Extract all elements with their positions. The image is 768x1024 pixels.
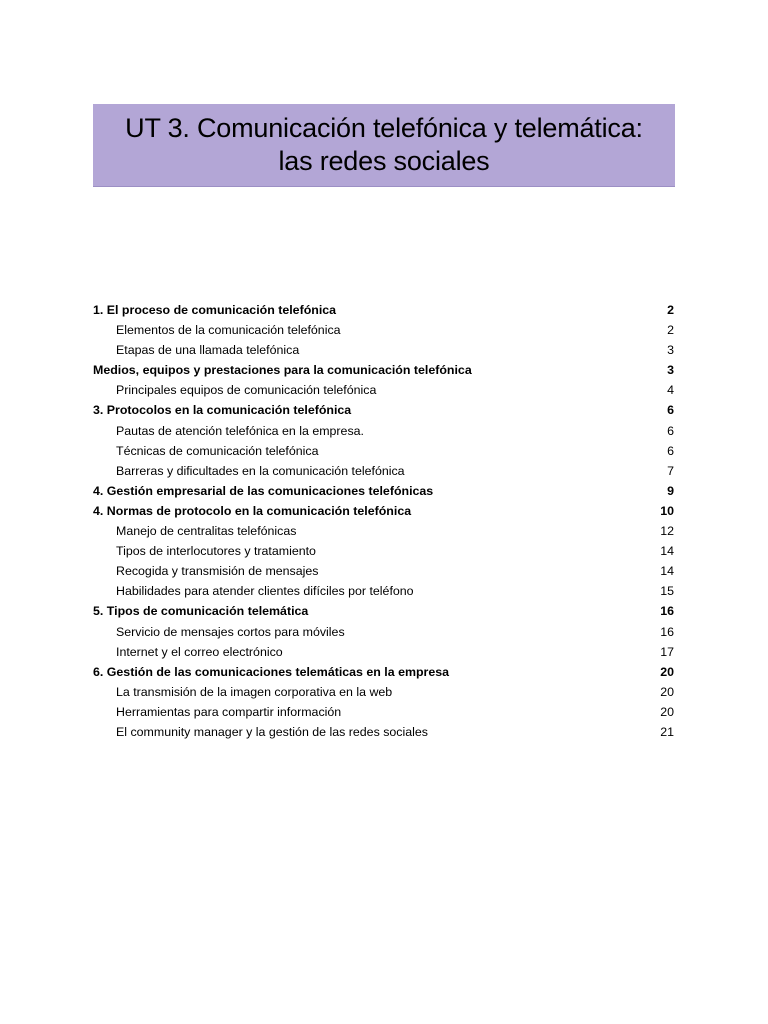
toc-entry-title: Recogida y transmisión de mensajes [116, 564, 319, 579]
toc-entry-title: Internet y el correo electrónico [116, 644, 283, 659]
toc-subsection-entry[interactable] [93, 622, 675, 642]
toc-entry-title: 4. Gestión empresarial de las comunicaciones telefónicas [93, 483, 434, 498]
toc-subsection-entry[interactable] [93, 461, 675, 481]
document-title-line-1: UT 3. Comunicación telefónica y telemática: [125, 113, 643, 143]
toc-entry-page-number: 6 [667, 423, 674, 438]
toc-entry-title: 5. Tipos de comunicación telemática [93, 604, 309, 619]
toc-entry-title: 6. Gestión de las comunicaciones telemáticas en la empresa [93, 664, 450, 679]
toc-entry-page-number: 17 [660, 644, 674, 659]
toc-section-entry[interactable] [93, 601, 675, 621]
toc-entry-title: Habilidades para atender clientes difíciles por teléfono [116, 584, 414, 599]
toc-entry-page-number: 3 [667, 363, 674, 378]
toc-subsection-entry[interactable] [93, 441, 675, 461]
toc-subsection-entry[interactable] [93, 722, 675, 742]
toc-entry-title: Manejo de centralitas telefónicas [116, 524, 297, 539]
toc-subsection-entry[interactable] [93, 642, 675, 662]
table-of-contents [93, 300, 675, 742]
toc-subsection-entry[interactable] [93, 421, 675, 441]
toc-entry-page-number: 16 [660, 624, 674, 639]
document-title [125, 112, 643, 178]
toc-entry-page-number: 2 [667, 303, 674, 317]
toc-entry-page-number: 16 [660, 604, 674, 619]
toc-section-entry[interactable] [93, 300, 675, 320]
toc-entry-title: 3. Protocolos en la comunicación telefónica [93, 403, 352, 418]
toc-entry-page-number: 20 [660, 684, 674, 699]
toc-entry-title: Servicio de mensajes cortos para móviles [116, 624, 345, 639]
toc-entry-page-number: 7 [667, 463, 674, 478]
toc-section-entry[interactable] [93, 481, 675, 501]
toc-entry-title: Barreras y dificultades en la comunicación telefónica [116, 463, 405, 478]
toc-entry-title: Etapas de una llamada telefónica [116, 343, 300, 358]
toc-subsection-entry[interactable] [93, 541, 675, 561]
toc-entry-page-number: 20 [660, 664, 674, 679]
toc-subsection-entry[interactable] [93, 521, 675, 541]
document-title-banner [93, 104, 675, 187]
toc-entry-page-number: 20 [660, 704, 674, 719]
toc-subsection-entry[interactable] [93, 320, 675, 340]
toc-section-entry[interactable] [93, 662, 675, 682]
toc-entry-title: El community manager y la gestión de las redes sociales [116, 724, 428, 739]
toc-entry-title: Principales equipos de comunicación telefónica [116, 383, 377, 398]
toc-subsection-entry[interactable] [93, 702, 675, 722]
toc-entry-page-number: 14 [660, 564, 674, 579]
toc-section-entry[interactable] [93, 400, 675, 420]
toc-entry-page-number: 6 [667, 443, 674, 458]
toc-entry-page-number: 4 [667, 383, 674, 398]
toc-subsection-entry[interactable] [93, 682, 675, 702]
document-title-line-2: las redes sociales [278, 146, 490, 176]
toc-entry-title: La transmisión de la imagen corporativa en la web [116, 684, 393, 699]
toc-entry-title: 4. Normas de protocolo en la comunicación telefónica [93, 503, 412, 518]
toc-entry-title: Pautas de atención telefónica en la empresa. [116, 423, 364, 438]
toc-subsection-entry[interactable] [93, 561, 675, 581]
toc-entry-page-number: 3 [667, 343, 674, 358]
toc-entry-page-number: 10 [660, 503, 674, 518]
toc-entry-page-number: 12 [660, 524, 674, 539]
toc-entry-page-number: 14 [660, 544, 674, 559]
toc-subsection-entry[interactable] [93, 380, 675, 400]
toc-entry-page-number: 9 [667, 483, 674, 498]
toc-entry-title: 1. El proceso de comunicación telefónica [93, 303, 337, 317]
toc-entry-title: Medios, equipos y prestaciones para la comunicación telefónica [93, 363, 472, 378]
toc-entry-title: Técnicas de comunicación telefónica [116, 443, 319, 458]
toc-subsection-entry[interactable] [93, 581, 675, 601]
toc-entry-title: Herramientas para compartir información [116, 704, 342, 719]
toc-section-entry[interactable] [93, 501, 675, 521]
toc-section-entry[interactable] [93, 360, 675, 380]
toc-entry-page-number: 21 [660, 724, 674, 739]
toc-subsection-entry[interactable] [93, 340, 675, 360]
toc-entry-page-number: 2 [667, 323, 674, 338]
toc-entry-page-number: 15 [660, 584, 674, 599]
toc-entry-title: Elementos de la comunicación telefónica [116, 323, 341, 338]
toc-entry-page-number: 6 [667, 403, 674, 418]
toc-entry-title: Tipos de interlocutores y tratamiento [116, 544, 316, 559]
